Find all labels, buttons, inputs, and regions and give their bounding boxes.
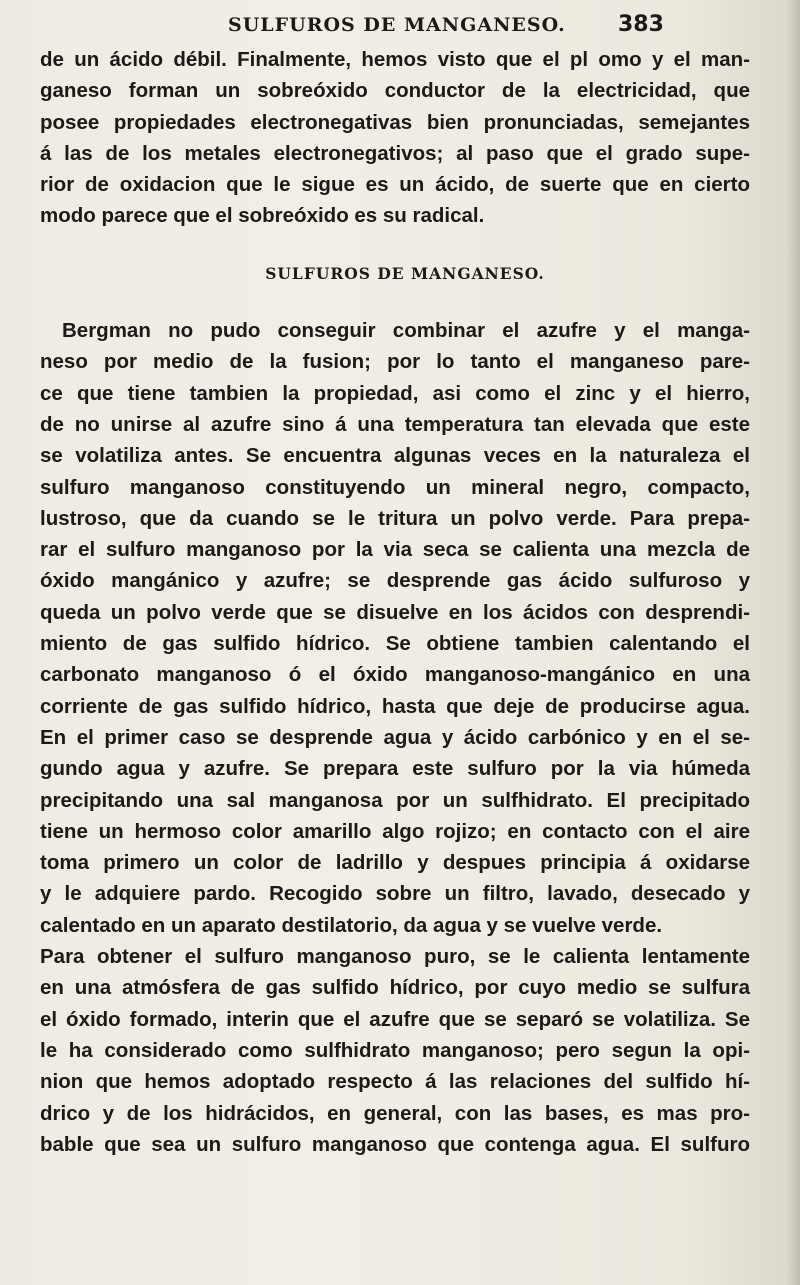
text-line: rar el sulfuro manganoso por la via seca se calienta una mezcla de [40, 538, 750, 562]
text-line: Bergman no pudo conseguir combinar el azufre y el manga- [62, 319, 750, 343]
page-number: 383 [618, 12, 664, 37]
text-line: en una atmósfera de gas sulfido hídrico, por cuyo medio se sulfura [40, 976, 750, 1000]
text-line: neso por medio de la fusion; por lo tanto el manganeso pare- [40, 350, 750, 374]
running-head [0, 8, 800, 48]
text-line: calentado en un aparato destilatorio, da agua y se vuelve verde. [40, 913, 663, 937]
text-line: queda un polvo verde que se disuelve en los ácidos con desprendi- [40, 600, 750, 624]
text-line: de un ácido débil. Finalmente, hemos visto que el pl omo y el man- [40, 48, 750, 71]
text-line: lustroso, que da cuando se le tritura un polvo verde. Para prepa- [40, 506, 750, 530]
running-title: SULFUROS DE MANGANESO. [228, 14, 566, 36]
text-line: precipitando una sal manganosa por un sulfhidrato. El precipitado [40, 788, 750, 812]
text-line: tiene un hermoso color amarillo algo rojizo; en contacto con el aire [40, 819, 750, 843]
text-line: posee propiedades electronegativas bien pronunciadas, semejantes [40, 110, 750, 134]
page-edge-shadow [786, 0, 800, 1285]
text-line: nion que hemos adoptado respecto á las relaciones del sulfido hí- [40, 1070, 750, 1094]
text-line: ce que tiene tambien la propiedad, asi como el zinc y el hierro, [40, 381, 750, 405]
text-line: bable que sea un sulfuro manganoso que contenga agua. El sulfuro [40, 1132, 750, 1156]
text-line: se volatiliza antes. Se encuentra algunas veces en la naturaleza el [40, 444, 750, 468]
text-line: rior de oxidacion que le sigue es un ácido, de suerte que en cierto [40, 173, 750, 197]
section-heading: SULFUROS DE MANGANESO. [265, 263, 545, 283]
text-line: ganeso forman un sobreóxido conductor de la electricidad, que [40, 79, 750, 103]
text-line: carbonato manganoso ó el óxido manganoso-mangánico en una [40, 663, 750, 687]
text-line: Para obtener el sulfuro manganoso puro, se le calienta lentamente [40, 945, 750, 969]
text-line: drico y de los hidrácidos, en general, con las bases, es mas pro- [40, 1101, 750, 1125]
body-text [40, 44, 750, 1160]
text-line: En el primer caso se desprende agua y ácido carbónico y en el se- [40, 725, 750, 749]
text-line: toma primero un color de ladrillo y despues principia á oxidarse [40, 851, 750, 875]
text-line: gundo agua y azufre. Se prepara este sulfuro por la via húmeda [40, 757, 750, 781]
text-line: corriente de gas sulfido hídrico, hasta que deje de producirse agua. [40, 694, 750, 718]
paragraph-2 [40, 315, 750, 1160]
text-line: y le adquiere pardo. Recogido sobre un filtro, lavado, desecado y [40, 882, 750, 906]
text-line: sulfuro manganoso constituyendo un mineral negro, compacto, [40, 475, 750, 499]
text-line: le ha considerado como sulfhidrato manganoso; pero segun la opi- [40, 1038, 750, 1062]
text-line: modo parece que el sobreóxido es su radical. [40, 204, 485, 228]
text-line: á las de los metales electronegativos; al paso que el grado supe- [40, 141, 750, 165]
text-line: óxido mangánico y azufre; se desprende gas ácido sulfuroso y [40, 569, 750, 593]
text-line: de no unirse al azufre sino á una temperatura tan elevada que este [40, 412, 750, 436]
text-line: miento de gas sulfido hídrico. Se obtiene tambien calentando el [40, 632, 750, 656]
text-line: el óxido formado, interin que el azufre que se separó se volatiliza. Se [40, 1007, 750, 1031]
paragraph-1 [40, 44, 750, 232]
